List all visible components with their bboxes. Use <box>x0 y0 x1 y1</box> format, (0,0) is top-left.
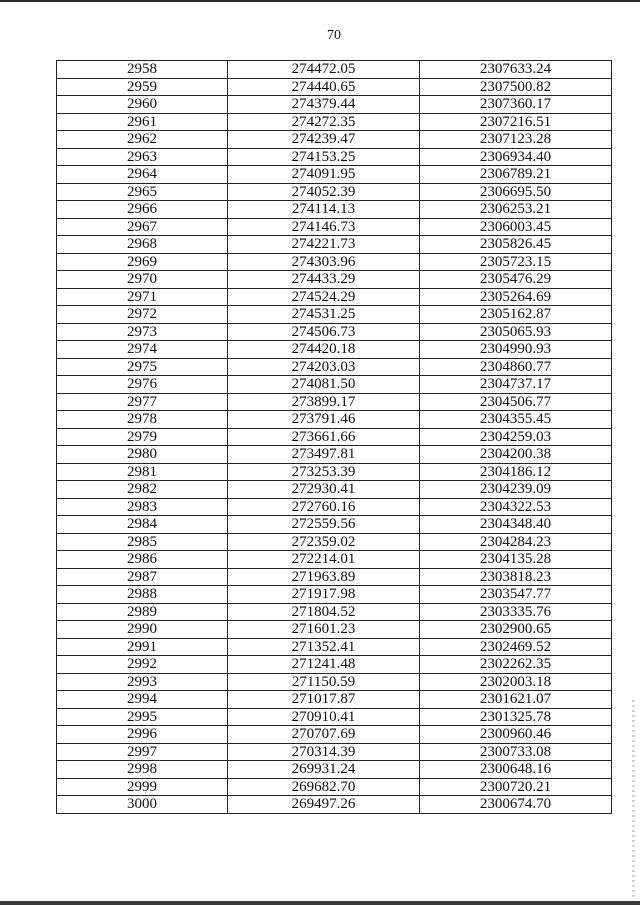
point-number-cell: 2997 <box>57 743 228 761</box>
y-coordinate-cell: 2306003.45 <box>420 218 612 236</box>
y-coordinate-cell: 2302262.35 <box>420 656 612 674</box>
table-row <box>57 393 612 411</box>
table-row <box>57 481 612 499</box>
point-number-cell: 2978 <box>57 411 228 429</box>
point-number-cell: 2962 <box>57 131 228 149</box>
x-coordinate-cell: 274440.65 <box>228 78 420 96</box>
table-row <box>57 761 612 779</box>
y-coordinate-cell: 2304355.45 <box>420 411 612 429</box>
table-row <box>57 341 612 359</box>
y-coordinate-cell: 2302003.18 <box>420 673 612 691</box>
y-coordinate-cell: 2304322.53 <box>420 498 612 516</box>
y-coordinate-cell: 2304200.38 <box>420 446 612 464</box>
y-coordinate-cell: 2306789.21 <box>420 166 612 184</box>
y-coordinate-cell: 2306934.40 <box>420 148 612 166</box>
y-coordinate-cell: 2300674.70 <box>420 796 612 814</box>
x-coordinate-cell: 274146.73 <box>228 218 420 236</box>
x-coordinate-cell: 274052.39 <box>228 183 420 201</box>
x-coordinate-cell: 274420.18 <box>228 341 420 359</box>
scan-top-edge <box>0 0 640 2</box>
table-row <box>57 516 612 534</box>
y-coordinate-cell: 2305264.69 <box>420 288 612 306</box>
x-coordinate-cell: 272930.41 <box>228 481 420 499</box>
x-coordinate-cell: 271352.41 <box>228 638 420 656</box>
point-number-cell: 2971 <box>57 288 228 306</box>
point-number-cell: 2990 <box>57 621 228 639</box>
y-coordinate-cell: 2303818.23 <box>420 568 612 586</box>
table-row <box>57 131 612 149</box>
x-coordinate-cell: 271241.48 <box>228 656 420 674</box>
x-coordinate-cell: 270314.39 <box>228 743 420 761</box>
x-coordinate-cell: 274506.73 <box>228 323 420 341</box>
y-coordinate-cell: 2304990.93 <box>420 341 612 359</box>
y-coordinate-cell: 2304284.23 <box>420 533 612 551</box>
y-coordinate-cell: 2303547.77 <box>420 586 612 604</box>
point-number-cell: 2979 <box>57 428 228 446</box>
table-row <box>57 656 612 674</box>
x-coordinate-cell: 274433.29 <box>228 271 420 289</box>
coordinates-table-body <box>57 61 612 814</box>
x-coordinate-cell: 274472.05 <box>228 61 420 79</box>
y-coordinate-cell: 2304506.77 <box>420 393 612 411</box>
table-row <box>57 96 612 114</box>
x-coordinate-cell: 274091.95 <box>228 166 420 184</box>
x-coordinate-cell: 269497.26 <box>228 796 420 814</box>
scan-right-edge-artifact <box>632 700 635 900</box>
table-row <box>57 428 612 446</box>
y-coordinate-cell: 2305723.15 <box>420 253 612 271</box>
point-number-cell: 2996 <box>57 726 228 744</box>
point-number-cell: 2977 <box>57 393 228 411</box>
point-number-cell: 2989 <box>57 603 228 621</box>
x-coordinate-cell: 274203.03 <box>228 358 420 376</box>
table-row <box>57 603 612 621</box>
point-number-cell: 2969 <box>57 253 228 271</box>
table-row <box>57 183 612 201</box>
table-row <box>57 533 612 551</box>
table-row <box>57 148 612 166</box>
x-coordinate-cell: 272559.56 <box>228 516 420 534</box>
point-number-cell: 2984 <box>57 516 228 534</box>
table-row <box>57 166 612 184</box>
table-row <box>57 621 612 639</box>
x-coordinate-cell: 274272.35 <box>228 113 420 131</box>
x-coordinate-cell: 269931.24 <box>228 761 420 779</box>
point-number-cell: 2960 <box>57 96 228 114</box>
table-row <box>57 358 612 376</box>
y-coordinate-cell: 2304348.40 <box>420 516 612 534</box>
point-number-cell: 2995 <box>57 708 228 726</box>
point-number-cell: 2994 <box>57 691 228 709</box>
y-coordinate-cell: 2300960.46 <box>420 726 612 744</box>
point-number-cell: 2965 <box>57 183 228 201</box>
table-row <box>57 551 612 569</box>
table-row <box>57 463 612 481</box>
y-coordinate-cell: 2300733.08 <box>420 743 612 761</box>
y-coordinate-cell: 2304239.09 <box>420 481 612 499</box>
table-row <box>57 61 612 79</box>
table-row <box>57 201 612 219</box>
y-coordinate-cell: 2307216.51 <box>420 113 612 131</box>
point-number-cell: 3000 <box>57 796 228 814</box>
point-number-cell: 2964 <box>57 166 228 184</box>
y-coordinate-cell: 2305826.45 <box>420 236 612 254</box>
y-coordinate-cell: 2300648.16 <box>420 761 612 779</box>
point-number-cell: 2983 <box>57 498 228 516</box>
x-coordinate-cell: 270910.41 <box>228 708 420 726</box>
table-row <box>57 113 612 131</box>
point-number-cell: 2973 <box>57 323 228 341</box>
table-row <box>57 498 612 516</box>
y-coordinate-cell: 2302900.65 <box>420 621 612 639</box>
y-coordinate-cell: 2302469.52 <box>420 638 612 656</box>
point-number-cell: 2980 <box>57 446 228 464</box>
scan-bottom-edge <box>0 901 640 905</box>
x-coordinate-cell: 274221.73 <box>228 236 420 254</box>
x-coordinate-cell: 271963.89 <box>228 568 420 586</box>
x-coordinate-cell: 271150.59 <box>228 673 420 691</box>
point-number-cell: 2991 <box>57 638 228 656</box>
y-coordinate-cell: 2305162.87 <box>420 306 612 324</box>
x-coordinate-cell: 269682.70 <box>228 778 420 796</box>
table-row <box>57 586 612 604</box>
point-number-cell: 2987 <box>57 568 228 586</box>
table-row <box>57 638 612 656</box>
point-number-cell: 2975 <box>57 358 228 376</box>
point-number-cell: 2992 <box>57 656 228 674</box>
x-coordinate-cell: 274524.29 <box>228 288 420 306</box>
point-number-cell: 2963 <box>57 148 228 166</box>
point-number-cell: 2968 <box>57 236 228 254</box>
y-coordinate-cell: 2307633.24 <box>420 61 612 79</box>
point-number-cell: 2972 <box>57 306 228 324</box>
y-coordinate-cell: 2301621.07 <box>420 691 612 709</box>
y-coordinate-cell: 2303335.76 <box>420 603 612 621</box>
y-coordinate-cell: 2304860.77 <box>420 358 612 376</box>
table-row <box>57 568 612 586</box>
point-number-cell: 2986 <box>57 551 228 569</box>
page-number: 70 <box>327 28 341 43</box>
y-coordinate-cell: 2304135.28 <box>420 551 612 569</box>
table-row <box>57 78 612 96</box>
table-row <box>57 691 612 709</box>
y-coordinate-cell: 2307123.28 <box>420 131 612 149</box>
table-row <box>57 796 612 814</box>
point-number-cell: 2985 <box>57 533 228 551</box>
point-number-cell: 2988 <box>57 586 228 604</box>
x-coordinate-cell: 274379.44 <box>228 96 420 114</box>
table-row <box>57 376 612 394</box>
x-coordinate-cell: 274114.13 <box>228 201 420 219</box>
table-row <box>57 708 612 726</box>
point-number-cell: 2958 <box>57 61 228 79</box>
table-row <box>57 446 612 464</box>
point-number-cell: 2967 <box>57 218 228 236</box>
x-coordinate-cell: 273253.39 <box>228 463 420 481</box>
table-row <box>57 306 612 324</box>
y-coordinate-cell: 2304737.17 <box>420 376 612 394</box>
x-coordinate-cell: 272214.01 <box>228 551 420 569</box>
y-coordinate-cell: 2305476.29 <box>420 271 612 289</box>
x-coordinate-cell: 271601.23 <box>228 621 420 639</box>
y-coordinate-cell: 2305065.93 <box>420 323 612 341</box>
x-coordinate-cell: 274239.47 <box>228 131 420 149</box>
y-coordinate-cell: 2304259.03 <box>420 428 612 446</box>
x-coordinate-cell: 273791.46 <box>228 411 420 429</box>
point-number-cell: 2974 <box>57 341 228 359</box>
x-coordinate-cell: 273497.81 <box>228 446 420 464</box>
x-coordinate-cell: 270707.69 <box>228 726 420 744</box>
table-row <box>57 271 612 289</box>
x-coordinate-cell: 273661.66 <box>228 428 420 446</box>
x-coordinate-cell: 274153.25 <box>228 148 420 166</box>
table-row <box>57 236 612 254</box>
y-coordinate-cell: 2301325.78 <box>420 708 612 726</box>
table-row <box>57 673 612 691</box>
x-coordinate-cell: 274303.96 <box>228 253 420 271</box>
y-coordinate-cell: 2304186.12 <box>420 463 612 481</box>
point-number-cell: 2993 <box>57 673 228 691</box>
point-number-cell: 2981 <box>57 463 228 481</box>
y-coordinate-cell: 2306695.50 <box>420 183 612 201</box>
point-number-cell: 2959 <box>57 78 228 96</box>
table-row <box>57 411 612 429</box>
point-number-cell: 2970 <box>57 271 228 289</box>
table-row <box>57 323 612 341</box>
x-coordinate-cell: 271917.98 <box>228 586 420 604</box>
x-coordinate-cell: 273899.17 <box>228 393 420 411</box>
y-coordinate-cell: 2307360.17 <box>420 96 612 114</box>
x-coordinate-cell: 272359.02 <box>228 533 420 551</box>
x-coordinate-cell: 271017.87 <box>228 691 420 709</box>
point-number-cell: 2966 <box>57 201 228 219</box>
x-coordinate-cell: 271804.52 <box>228 603 420 621</box>
y-coordinate-cell: 2306253.21 <box>420 201 612 219</box>
table-row <box>57 726 612 744</box>
point-number-cell: 2998 <box>57 761 228 779</box>
y-coordinate-cell: 2307500.82 <box>420 78 612 96</box>
coordinates-table <box>56 60 612 814</box>
table-row <box>57 253 612 271</box>
x-coordinate-cell: 272760.16 <box>228 498 420 516</box>
table-row <box>57 218 612 236</box>
point-number-cell: 2976 <box>57 376 228 394</box>
table-row <box>57 288 612 306</box>
table-row <box>57 778 612 796</box>
point-number-cell: 2961 <box>57 113 228 131</box>
x-coordinate-cell: 274531.25 <box>228 306 420 324</box>
point-number-cell: 2982 <box>57 481 228 499</box>
table-row <box>57 743 612 761</box>
x-coordinate-cell: 274081.50 <box>228 376 420 394</box>
y-coordinate-cell: 2300720.21 <box>420 778 612 796</box>
point-number-cell: 2999 <box>57 778 228 796</box>
